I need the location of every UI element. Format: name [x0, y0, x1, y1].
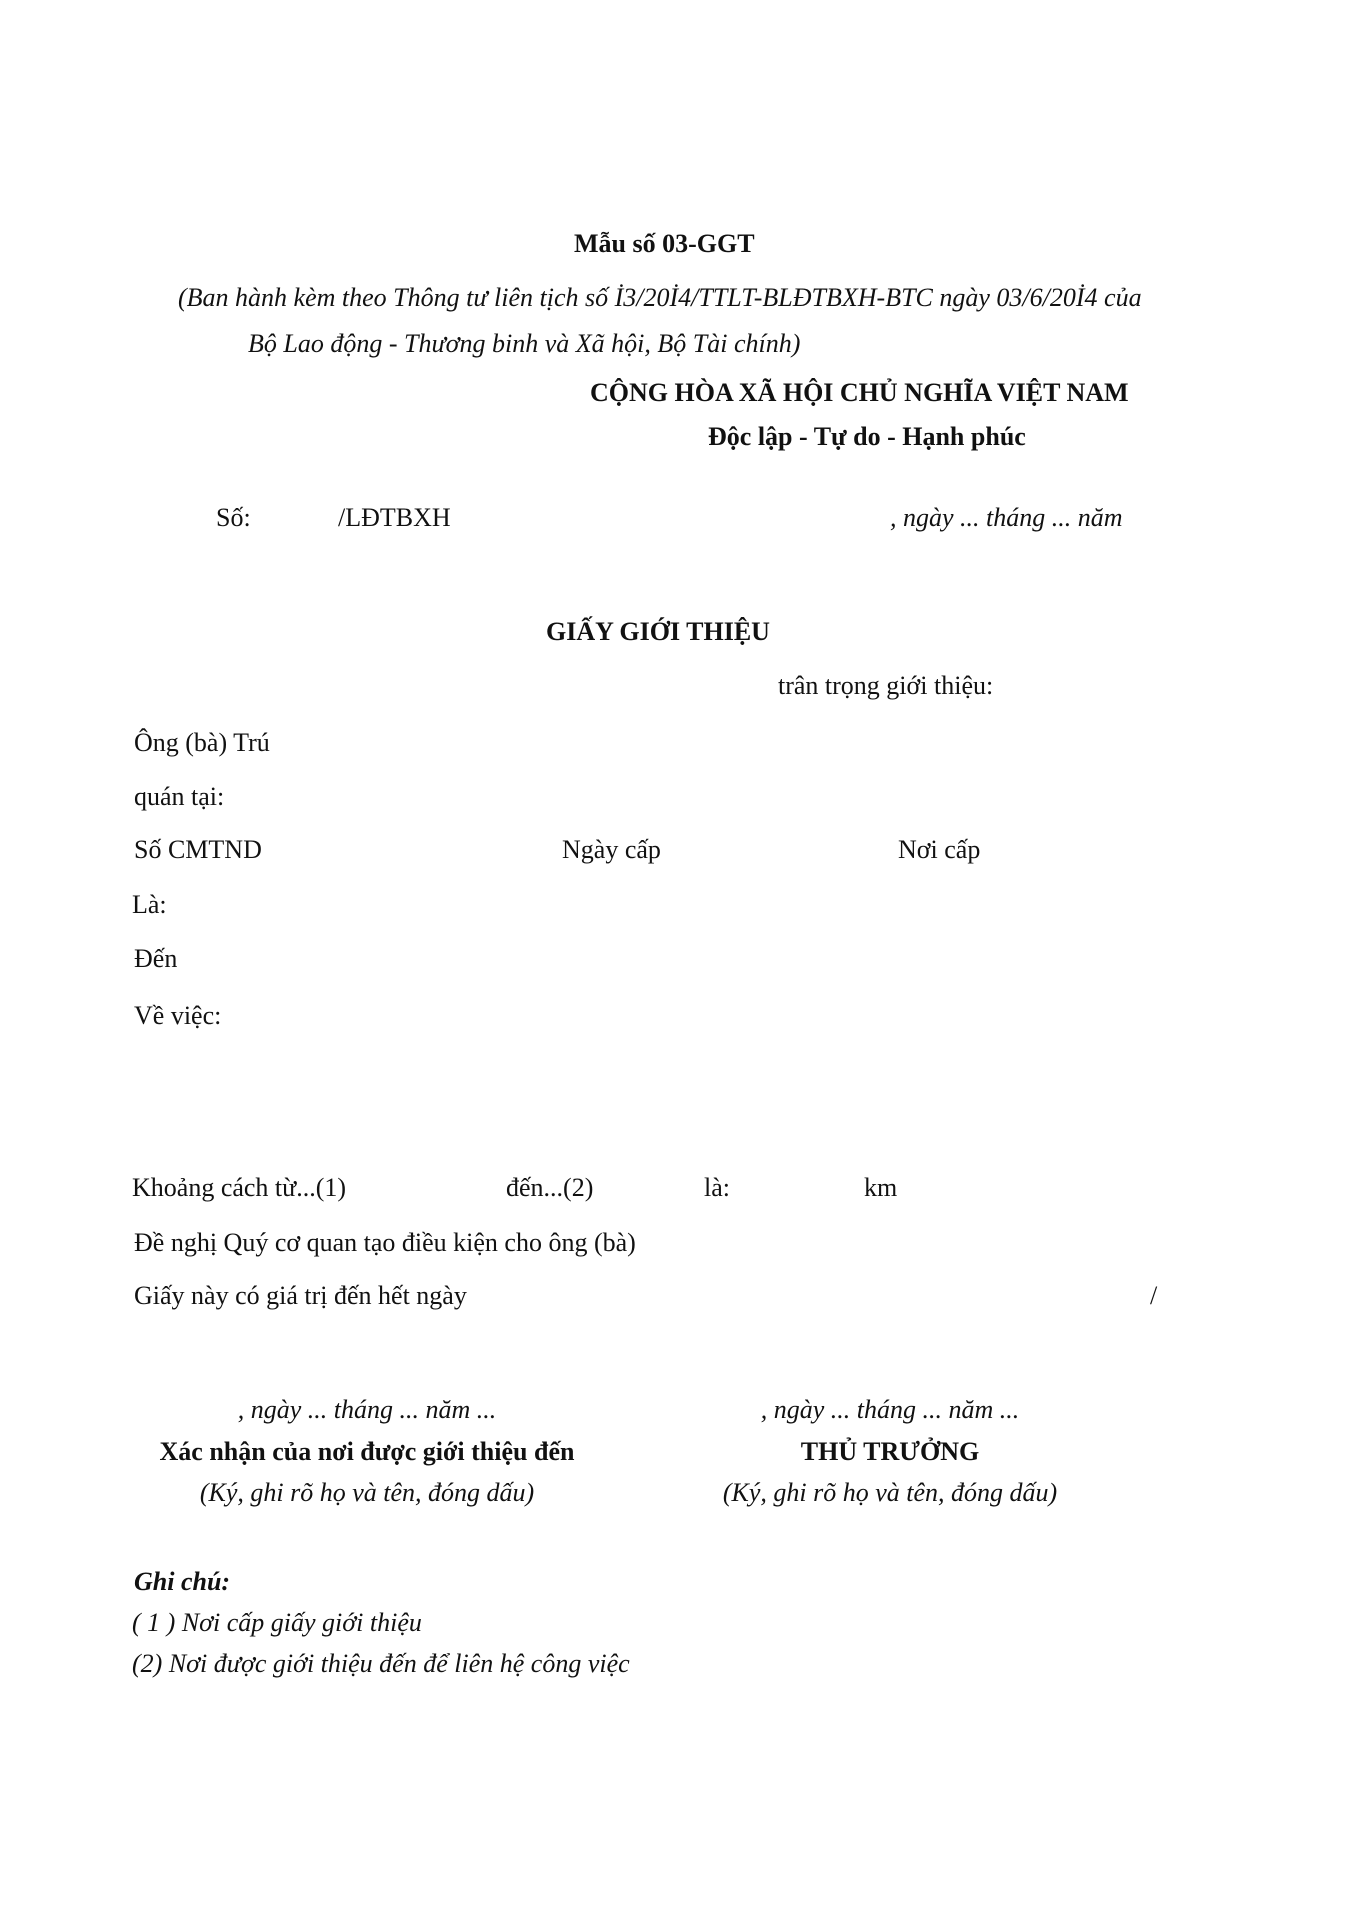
note-item-1: ( 1 ) Nơi cấp giấy giới thiệu — [132, 1608, 422, 1637]
distance-is: là: — [704, 1173, 730, 1202]
distance-unit: km — [864, 1173, 898, 1202]
right-signature-title: THỦ TRƯỞNG — [800, 1437, 980, 1466]
field-cmtnd: Số CMTND — [134, 835, 262, 864]
left-signature-title: Xác nhận của nơi được giới thiệu đến — [159, 1437, 575, 1466]
issued-by-line-1: (Ban hành kèm theo Thông tư liên tịch số İ3/20İ4/TTLT-BLĐTBXH-BTC ngày 03/6/20İ4 của — [178, 283, 1142, 312]
field-noi-cap: Nơi cấp — [898, 835, 981, 864]
document-number-suffix: /LĐTBXH — [338, 503, 451, 532]
document-title: GIẤY GIỚI THIỆU — [546, 617, 770, 646]
field-ngay-cap: Ngày cấp — [562, 835, 661, 864]
introduction-text: trân trọng giới thiệu: — [778, 671, 994, 700]
left-signature-date: , ngày ... tháng ... năm ... — [237, 1395, 497, 1424]
notes-heading: Ghi chú: — [134, 1567, 231, 1596]
document-number-label: Số: — [216, 503, 251, 532]
right-signature-date: , ngày ... tháng ... năm ... — [760, 1395, 1020, 1424]
national-motto: Độc lập - Tự do - Hạnh phúc — [708, 422, 1026, 451]
request-text: Đề nghị Quý cơ quan tạo điều kiện cho ông (bà) — [134, 1228, 636, 1257]
distance-to: đến...(2) — [506, 1173, 594, 1202]
left-signature-note: (Ký, ghi rõ họ và tên, đóng dấu) — [199, 1478, 535, 1507]
field-den: Đến — [134, 944, 178, 973]
form-number: Mẫu số 03-GGT — [574, 229, 755, 258]
field-ve-viec: Về việc: — [134, 1001, 222, 1030]
validity-slash: / — [1150, 1281, 1158, 1310]
validity-text: Giấy này có giá trị đến hết ngày — [134, 1281, 467, 1310]
field-ong-ba: Ông (bà) Trú — [134, 728, 270, 757]
note-item-2: (2) Nơi được giới thiệu đến để liên hệ công việc — [132, 1649, 630, 1678]
field-la: Là: — [132, 890, 167, 919]
country-name: CỘNG HÒA XÃ HỘI CHỦ NGHĨA VIỆT NAM — [590, 378, 1129, 407]
issued-by-line-2: Bộ Lao động - Thương binh và Xã hội, Bộ Tài chính) — [248, 329, 801, 358]
field-quan-tai: quán tại: — [134, 782, 225, 811]
issue-date: , ngày ... tháng ... năm — [890, 503, 1123, 532]
right-signature-note: (Ký, ghi rõ họ và tên, đóng dấu) — [722, 1478, 1058, 1507]
distance-from: Khoảng cách từ...(1) — [132, 1173, 347, 1202]
